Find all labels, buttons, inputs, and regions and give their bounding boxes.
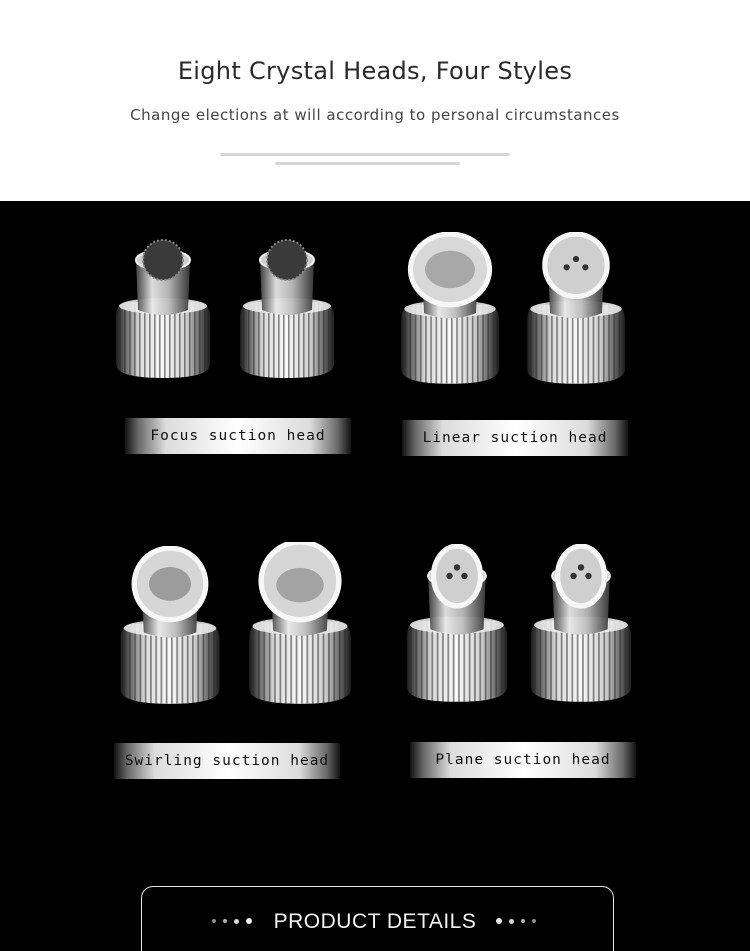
page-title: Eight Crystal Heads, Four Styles bbox=[177, 57, 573, 85]
product-label-linear: Linear suction head bbox=[402, 420, 628, 456]
product-label-plane: Plane suction head bbox=[410, 742, 636, 778]
product-details-heading: PRODUCT DETAILS bbox=[273, 910, 477, 933]
focus-head-1 bbox=[114, 238, 212, 390]
swirling-head-2 bbox=[246, 542, 354, 706]
right-dots-decoration bbox=[496, 918, 536, 924]
linear-head-2 bbox=[524, 232, 628, 390]
focus-head-2 bbox=[236, 238, 338, 390]
page-subtitle: Change elections at will according to personal circumstances bbox=[130, 106, 620, 124]
plane-head-1 bbox=[404, 544, 510, 706]
linear-head-1 bbox=[398, 232, 502, 390]
swirling-head-1 bbox=[116, 546, 224, 706]
product-label-focus: Focus suction head bbox=[125, 418, 351, 454]
plane-head-2 bbox=[528, 544, 634, 706]
product-label-swirling: Swirling suction head bbox=[114, 743, 340, 779]
product-showcase bbox=[0, 201, 750, 951]
blurred-decoration bbox=[220, 151, 510, 173]
header-section bbox=[0, 0, 750, 201]
